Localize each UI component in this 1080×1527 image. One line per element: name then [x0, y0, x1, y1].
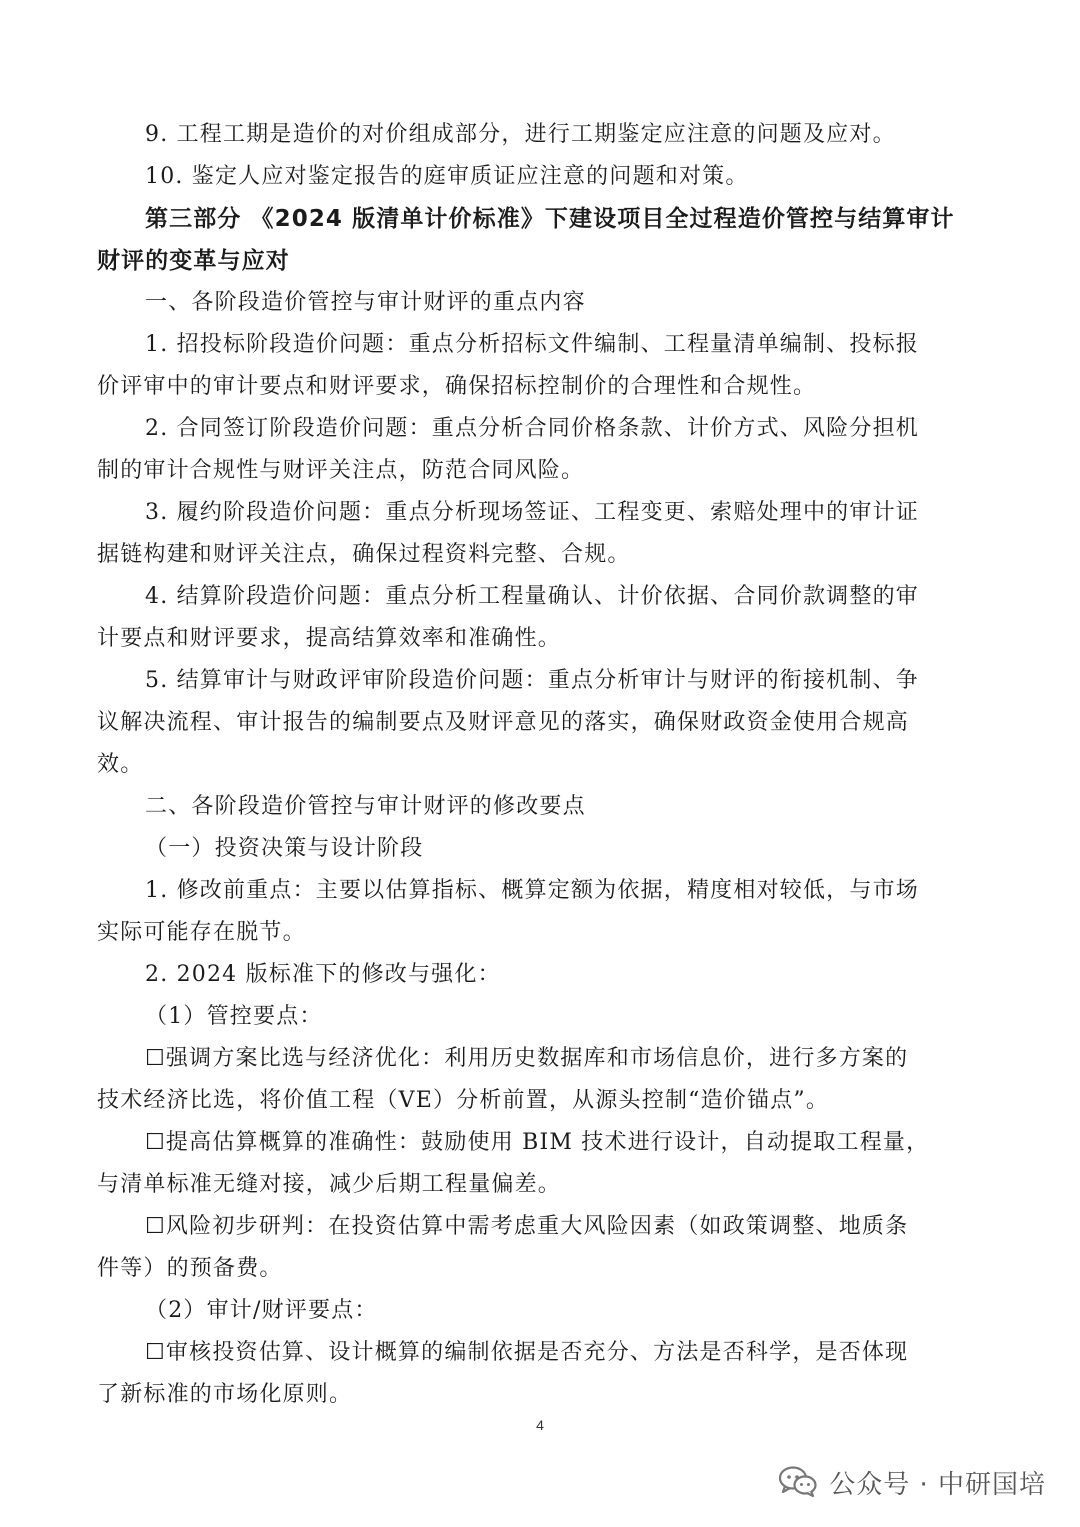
- text-line: 与清单标准无缝对接，减少后期工程量偏差。: [97, 1172, 562, 1197]
- page-number: 4: [536, 1417, 544, 1433]
- text-line: 效。: [97, 752, 144, 777]
- text-line: 3. 履约阶段造价问题：重点分析现场签证、工程变更、索赔处理中的审计证: [145, 500, 919, 525]
- text-line: 据链构建和财评关注点，确保过程资料完整、合规。: [97, 542, 631, 567]
- text-line: 议解决流程、审计报告的编制要点及财评意见的落实，确保财政资金使用合规高: [97, 710, 910, 735]
- watermark: [779, 1460, 1046, 1504]
- text-line: 实际可能存在脱节。: [97, 920, 306, 945]
- subheading-revision-points: 二、各阶段造价管控与审计财评的修改要点: [145, 794, 586, 819]
- text-line: 了新标准的市场化原则。: [97, 1382, 353, 1407]
- text-line: 4. 结算阶段造价问题：重点分析工程量确认、计价依据、合同价款调整的审: [145, 584, 919, 609]
- checkbox-bullet-line: ☐风险初步研判：在投资估算中需考虑重大风险因素（如政策调整、地质条: [145, 1214, 909, 1239]
- section-heading-part-3: 第三部分 《2024 版清单计价标准》下建设项目全过程造价管控与结算审计: [145, 206, 955, 232]
- text-line: 技术经济比选，将价值工程（VE）分析前置，从源头控制“造价锚点”。: [97, 1088, 830, 1113]
- document-body: [97, 114, 977, 1416]
- checkbox-bullet-line: ☐提高估算概算的准确性：鼓励使用 BIM 技术进行设计，自动提取工程量，: [145, 1130, 930, 1155]
- text-line: 价评审中的审计要点和财评要求，确保招标控制价的合理性和合规性。: [97, 374, 817, 399]
- text-line: 制的审计合规性与财评关注点，防范合同风险。: [97, 458, 585, 483]
- subheading-control-points: （1）管控要点：: [145, 1004, 323, 1029]
- text-line: 件等）的预备费。: [97, 1256, 283, 1281]
- text-line: 2. 2024 版标准下的修改与强化：: [145, 962, 501, 987]
- text-line-item-10: 10. 鉴定人应对鉴定报告的庭审质证应注意的问题和对策。: [145, 164, 749, 189]
- subheading-investment-design: （一）投资决策与设计阶段: [145, 836, 424, 861]
- wechat-icon: [779, 1466, 817, 1498]
- text-line: 1. 招投标阶段造价问题：重点分析招标文件编制、工程量清单编制、投标报: [145, 332, 919, 357]
- watermark-text: 公众号 · 中研国培: [829, 1469, 1046, 1500]
- text-line: 2. 合同签订阶段造价问题：重点分析合同价格条款、计价方式、风险分担机: [145, 416, 919, 441]
- text-line: 5. 结算审计与财政评审阶段造价问题：重点分析审计与财评的衔接机制、争: [145, 668, 919, 693]
- section-heading-part-3-cont: 财评的变革与应对: [97, 248, 290, 274]
- subheading-key-content: 一、各阶段造价管控与审计财评的重点内容: [145, 290, 586, 315]
- text-line: 计要点和财评要求，提高结算效率和准确性。: [97, 626, 562, 651]
- text-line-item-9: 9. 工程工期是造价的对价组成部分，进行工期鉴定应注意的问题及应对。: [145, 122, 896, 147]
- checkbox-bullet-line: ☐强调方案比选与经济优化：利用历史数据库和市场信息价，进行多方案的: [145, 1046, 909, 1071]
- checkbox-bullet-line: ☐审核投资估算、设计概算的编制依据是否充分、方法是否科学，是否体现: [145, 1340, 909, 1365]
- subheading-audit-points: （2）审计/财评要点：: [145, 1298, 378, 1323]
- text-line: 1. 修改前重点：主要以估算指标、概算定额为依据，精度相对较低，与市场: [145, 878, 919, 903]
